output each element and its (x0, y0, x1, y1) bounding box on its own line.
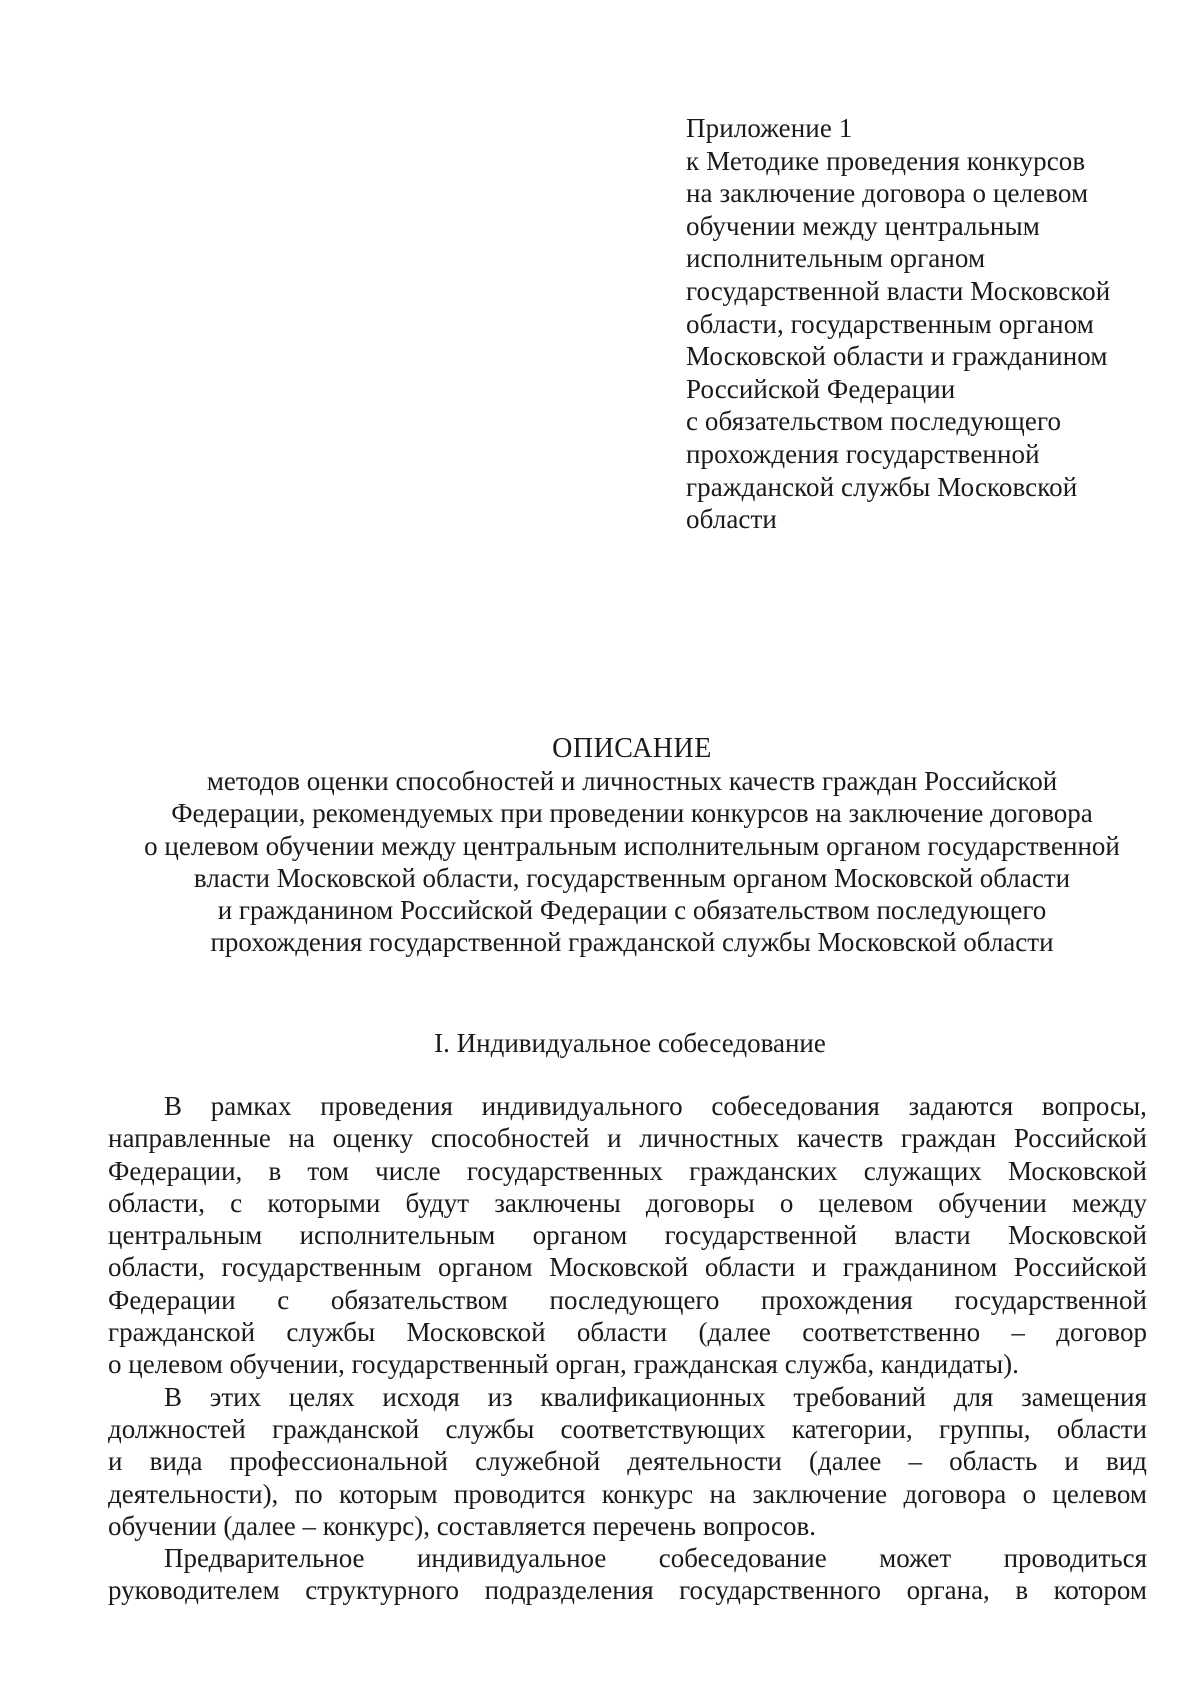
text-line (108, 1155, 1147, 1187)
word: заключение (752, 1478, 888, 1509)
word: направленные (108, 1123, 271, 1154)
word: центральным (108, 1220, 263, 1251)
word: с (230, 1187, 243, 1218)
word: договора (903, 1478, 1007, 1509)
word: квалификационных (540, 1381, 766, 1412)
text-line (108, 1445, 1147, 1477)
title-line: и гражданином Российской Федерации с обязательством последующего (217, 895, 1047, 926)
word: вопросов. (702, 1510, 816, 1541)
word: индивидуальное (416, 1543, 607, 1574)
word: группы, (938, 1413, 1031, 1444)
word: требований (793, 1381, 926, 1412)
word: вид (1105, 1446, 1147, 1477)
word: государственных (466, 1155, 663, 1186)
word: в (268, 1155, 282, 1186)
word: гражданской (272, 1413, 420, 1444)
word: Российской (1013, 1252, 1147, 1283)
word: государственной (664, 1220, 858, 1251)
word: Российской (1013, 1123, 1147, 1154)
word: будут (405, 1187, 470, 1218)
word: – (302, 1510, 317, 1541)
word: целевом (128, 1349, 223, 1380)
appendix-line: обучении между центральным (686, 210, 1040, 241)
appendix-line: Приложение 1 (686, 113, 853, 143)
word: замещения (1021, 1381, 1147, 1412)
appendix-line: области (686, 504, 777, 535)
word: проводиться (1003, 1543, 1147, 1574)
word: служебной (475, 1446, 601, 1477)
word: целевом (818, 1187, 914, 1218)
text-line (108, 1381, 1147, 1413)
word: структурного (305, 1575, 460, 1606)
word: кандидаты). (880, 1349, 1019, 1380)
word: прохождения (761, 1284, 913, 1315)
title-line: прохождения государственной гражданской службы Московской области (210, 927, 1054, 958)
word: Московской (1007, 1155, 1147, 1186)
word: и (1064, 1446, 1079, 1477)
text-line (108, 1251, 1147, 1283)
title-line: о целевом обучении между центральным исполнительным органом государственной (144, 830, 1120, 861)
word: Предварительное (164, 1543, 365, 1574)
word: – (1011, 1317, 1025, 1348)
word: из (487, 1381, 513, 1412)
word: и (607, 1123, 622, 1154)
word: о (108, 1349, 122, 1380)
title-line: методов оценки способностей и личностных качеств граждан Российской (206, 766, 1058, 797)
title-line: Федерации, рекомендуемых при проведении конкурсов на заключение договора (171, 798, 1093, 829)
word: личностных (639, 1123, 780, 1154)
word: государственный (351, 1349, 549, 1380)
word: в (1015, 1575, 1029, 1606)
word: и (811, 1252, 827, 1283)
word: деятельности (627, 1446, 782, 1477)
word: области, (108, 1252, 206, 1283)
paragraph (108, 1381, 1147, 1542)
word: которым (338, 1478, 438, 1509)
word: органом (532, 1220, 628, 1251)
word: исходя (382, 1381, 460, 1412)
word: проводится (453, 1478, 586, 1509)
word: государственного (679, 1575, 882, 1606)
word: служащих (863, 1155, 982, 1186)
word: гражданской (108, 1317, 256, 1348)
word: проведения (320, 1091, 453, 1121)
word: и (108, 1446, 123, 1477)
appendix-line: области, государственным органом (686, 308, 1094, 339)
word: последующего (549, 1284, 720, 1315)
word: службы (286, 1317, 376, 1348)
text-line (108, 1316, 1147, 1348)
word: о (1022, 1478, 1037, 1509)
word: по (294, 1478, 323, 1509)
word: В (164, 1381, 183, 1412)
word: области (1056, 1413, 1147, 1444)
word: для (953, 1381, 994, 1412)
word: Федерации, (108, 1155, 243, 1186)
title-line: власти Московской области, государственным органом Московской области (193, 862, 1071, 893)
word: области, (108, 1187, 206, 1218)
word: обучении (938, 1187, 1047, 1218)
word: конкурс (601, 1478, 694, 1509)
word: (далее (223, 1510, 296, 1541)
word: орган, (555, 1349, 627, 1380)
word: качеств (796, 1123, 884, 1154)
word: (далее (698, 1317, 771, 1348)
word: (далее (808, 1446, 882, 1477)
text-line (108, 1219, 1147, 1251)
word: Московской (549, 1252, 689, 1283)
word: о (779, 1187, 794, 1218)
word: договор (1056, 1317, 1147, 1348)
word: на (709, 1478, 736, 1509)
word: служба, (784, 1349, 875, 1380)
word: с (277, 1284, 290, 1315)
word: обучении (108, 1510, 217, 1541)
appendix-header (686, 112, 1156, 536)
paragraph (108, 1542, 1147, 1607)
word: государственной (954, 1284, 1147, 1315)
text-line (108, 1478, 1147, 1510)
text-line (108, 1284, 1147, 1316)
text-line (108, 1413, 1147, 1445)
word: котором (1053, 1575, 1147, 1606)
word: Московской (1007, 1220, 1147, 1251)
word: собеседование (658, 1543, 827, 1574)
word: между (1072, 1187, 1147, 1218)
word: перечень (592, 1510, 697, 1541)
word: государственным (221, 1252, 422, 1283)
document-title-block (0, 733, 1200, 958)
word: подразделения (484, 1575, 654, 1606)
word: Московской (406, 1317, 546, 1348)
appendix-line: Российской Федерации (686, 373, 956, 404)
appendix-line: исполнительным органом (686, 243, 986, 274)
word: конкурс), (322, 1510, 430, 1541)
word: числе (375, 1155, 441, 1186)
word: службы (445, 1413, 535, 1444)
word: Федерации (108, 1284, 236, 1315)
section-heading: I. Индивидуальное собеседование (434, 1028, 826, 1058)
word: вопросы, (1041, 1091, 1147, 1121)
text-line (108, 1122, 1147, 1154)
word: соответствующих (560, 1413, 766, 1444)
word: власти (894, 1220, 971, 1251)
word: целях (288, 1381, 355, 1412)
word: вида (149, 1446, 203, 1477)
word: органа, (906, 1575, 990, 1606)
word: категории, (791, 1413, 913, 1444)
word: профессиональной (229, 1446, 448, 1477)
word: руководителем (108, 1575, 280, 1606)
appendix-line: Московской области и гражданином (686, 341, 1108, 372)
text-line (108, 1348, 1147, 1380)
word: соответственно (802, 1317, 981, 1348)
paragraph (108, 1090, 1147, 1381)
word: способностей (430, 1123, 590, 1154)
word: договоры (645, 1187, 755, 1218)
word: гражданином (842, 1252, 998, 1283)
word: рамках (210, 1091, 292, 1121)
word: этих (209, 1381, 262, 1412)
word: целевом (1052, 1478, 1147, 1509)
text-line (108, 1090, 1147, 1122)
word: граждан (900, 1123, 997, 1154)
word: обязательством (330, 1284, 508, 1315)
appendix-line: государственной власти Московской (686, 275, 1111, 306)
appendix-line: к Методике проведения конкурсов (686, 145, 1086, 176)
word: задаются (908, 1091, 1014, 1121)
text-line (108, 1574, 1147, 1606)
word: органом (438, 1252, 533, 1283)
appendix-line: на заключение договора о целевом (686, 178, 1089, 209)
word: может (879, 1543, 952, 1574)
word: индивидуального (481, 1091, 683, 1121)
appendix-line: прохождения государственной (686, 438, 1040, 469)
word: гражданская (633, 1349, 778, 1380)
word: область (949, 1446, 1038, 1477)
word: исполнительным (299, 1220, 496, 1251)
word: деятельности), (108, 1478, 279, 1509)
word: заключены (494, 1187, 621, 1218)
text-line (108, 1187, 1147, 1219)
word: гражданских (689, 1155, 838, 1186)
word: области (576, 1317, 668, 1348)
document-title: ОПИСАНИЕ (552, 733, 712, 764)
word: на (288, 1123, 315, 1154)
appendix-line: гражданской службы Московской (686, 471, 1078, 502)
text-line (108, 1510, 1147, 1542)
word: области (704, 1252, 796, 1283)
word: В (164, 1091, 183, 1121)
word: оценку (332, 1123, 414, 1154)
word: том (307, 1155, 349, 1186)
word: должностей (108, 1413, 246, 1444)
text-line (108, 1542, 1147, 1574)
word: составляется (436, 1510, 586, 1541)
body-text (108, 1090, 1147, 1607)
appendix-line: с обязательством последующего (686, 406, 1062, 437)
word: которыми (267, 1187, 381, 1218)
word: собеседования (711, 1091, 880, 1121)
word: обучении, (229, 1349, 345, 1380)
word: – (908, 1446, 923, 1477)
